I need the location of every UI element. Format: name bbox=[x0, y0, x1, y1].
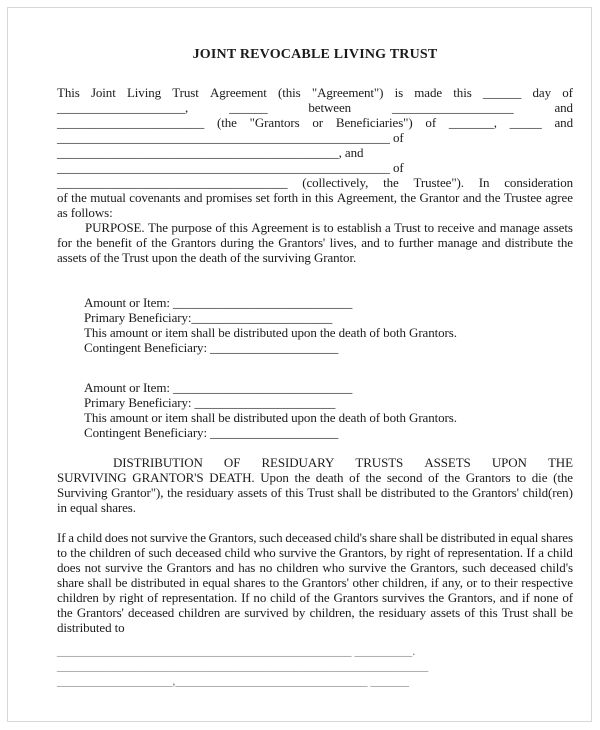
document-line: DISTRIBUTION OF RESIDUARY TRUSTS ASSETS UPON THE bbox=[113, 455, 573, 470]
document-line: in equal shares. bbox=[57, 500, 136, 515]
distribution-item-block-2 bbox=[84, 380, 573, 440]
document-line: Primary Beneficiary:______________________ bbox=[84, 310, 333, 325]
document-line: does not survive the Grantors and has no children who survive the Grantors, such deceased child's bbox=[57, 560, 573, 575]
document-line: ____________________________________________________ of bbox=[57, 130, 404, 145]
document-line: _______________________ (the "Grantors or Beneficiaries") of _______, _____ and bbox=[57, 115, 573, 130]
purpose-paragraph bbox=[57, 220, 573, 265]
document-line: for the benefit of the Grantors during the Grantors' lives, and to further manage and distribute the bbox=[57, 235, 573, 250]
document-line: as follows: bbox=[57, 205, 113, 220]
document-title: JOINT REVOCABLE LIVING TRUST bbox=[192, 47, 438, 62]
document-line: If a child does not survive the Grantors, such deceased child's share shall be distributed in equal shares bbox=[57, 530, 573, 545]
document-line: ____________________________________ (collectively, the Trustee"). In consideration bbox=[57, 175, 573, 190]
document-line: assets of the Trust upon the death of the surviving Grantor. bbox=[57, 250, 357, 265]
document-line: Amount or Item: ____________________________ bbox=[84, 295, 353, 310]
document-blocks bbox=[57, 85, 573, 688]
fill-in-lines-block bbox=[57, 643, 573, 688]
document-line: ______________________________________________ _________. bbox=[57, 643, 416, 658]
document-line: Amount or Item: ____________________________ bbox=[84, 380, 353, 395]
document-line: the Grantors' deceased children are survived by children, the residuary assets of this Trust shall be bbox=[57, 605, 573, 620]
document-line: share shall be distributed in equal shares to the Grantors' other children, if any, or to their respective bbox=[57, 575, 573, 590]
document-content bbox=[57, 47, 573, 688]
intro-paragraph bbox=[57, 85, 573, 220]
document-line: __________________,______________________________ ______ bbox=[57, 673, 409, 688]
distribution-item-block-1 bbox=[84, 295, 573, 355]
document-line: Contingent Beneficiary: ____________________ bbox=[84, 340, 339, 355]
document-line: This amount or item shall be distributed upon the death of both Grantors. bbox=[84, 410, 457, 425]
document-line: SURVIVING GRANTOR'S DEATH. Upon the death of the second of the Grantors to die (the bbox=[57, 470, 573, 485]
document-line: of the mutual covenants and promises set forth in this Agreement, the Grantor and the Trustee agree bbox=[57, 190, 573, 205]
residuary-distribution-paragraph bbox=[57, 455, 573, 515]
document-line: Surviving Grantor"), the residuary assets of this Trust shall be distributed to the Grantors' child(ren) bbox=[57, 485, 573, 500]
document-line: This Joint Living Trust Agreement (this "Agreement") is made this ______ day of bbox=[57, 85, 573, 100]
document-line: This amount or item shall be distributed upon the death of both Grantors. bbox=[84, 325, 457, 340]
document-line: ____________________________________________, and bbox=[57, 145, 364, 160]
document-line: Contingent Beneficiary: ____________________ bbox=[84, 425, 339, 440]
document-line: PURPOSE. The purpose of this Agreement is to establish a Trust to receive and manage assets bbox=[85, 220, 573, 235]
document-line: __________________________________________________________ bbox=[57, 658, 429, 673]
document-line: ____________________________________________________ of bbox=[57, 160, 404, 175]
document-line: children by right of representation. If no child of the Grantors survives the Grantors, and if none of bbox=[57, 590, 573, 605]
document-line: distributed to bbox=[57, 620, 125, 635]
document-line: ____________________, ______ between ___________________ and bbox=[57, 100, 573, 115]
document-line: to the children of such deceased child who survive the Grantors, by right of representation. If a child bbox=[57, 545, 573, 560]
child-survivorship-paragraph bbox=[57, 530, 573, 635]
document-line: Primary Beneficiary: ______________________ bbox=[84, 395, 336, 410]
